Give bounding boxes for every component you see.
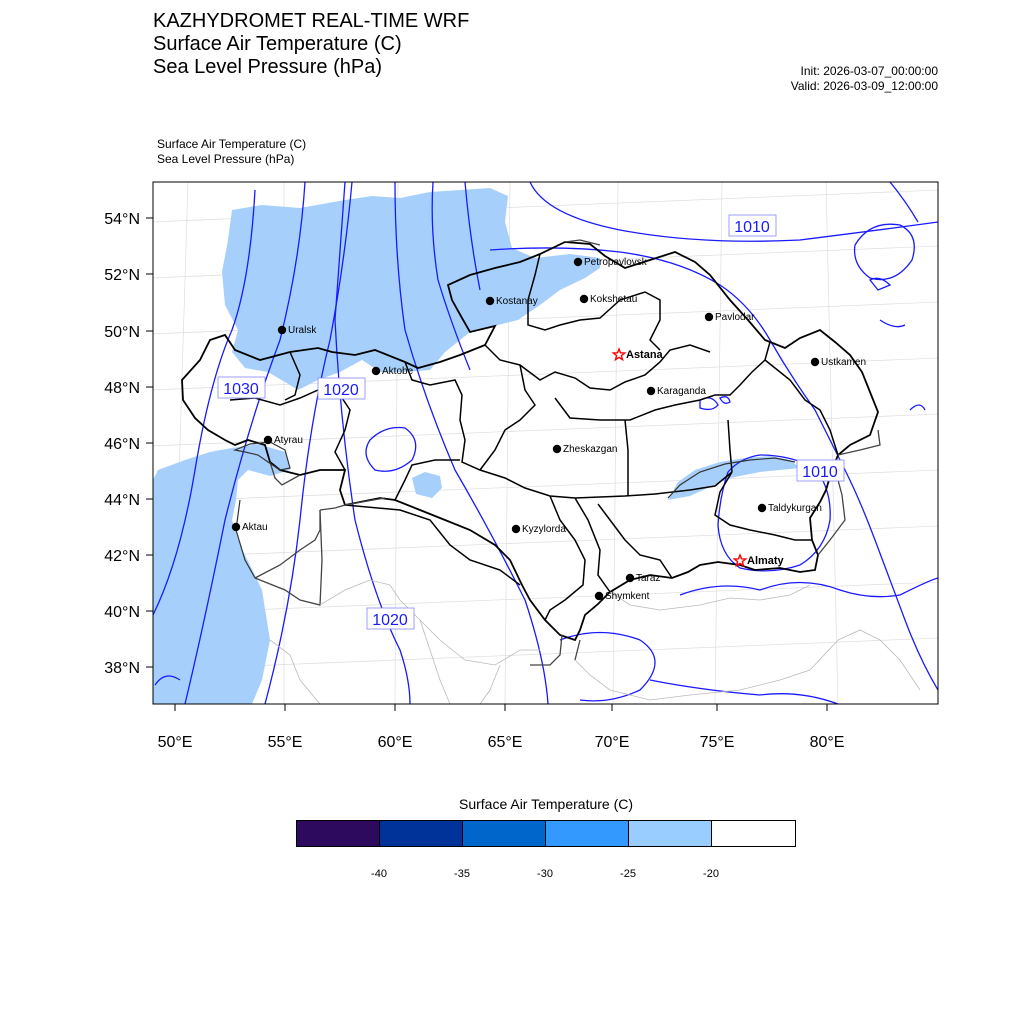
city-marker-taraz — [626, 574, 634, 582]
city-marker-kokshetau — [580, 295, 588, 303]
isobar-label-1030: 1030 — [223, 381, 259, 398]
city-marker-petropavlovsk — [574, 258, 582, 266]
city-label-taraz: Taraz — [636, 573, 661, 584]
shade-aral-spot — [412, 472, 442, 498]
city-marker-ustkamen — [811, 358, 819, 366]
title-line-2: Surface Air Temperature (C) — [153, 33, 402, 55]
colorbar-title: Surface Air Temperature (C) — [458, 796, 634, 812]
lon-label-55e: 55°E — [267, 734, 303, 751]
isobar-label-1010-east: 1010 — [802, 464, 838, 481]
colorbar-tick-minus25: -25 — [620, 868, 636, 880]
latitude-labels — [104, 211, 140, 677]
isobar-label-1020-south: 1020 — [372, 612, 408, 629]
water-bodies — [235, 442, 795, 578]
city-marker-atyrau — [264, 436, 272, 444]
city-label-aktau: Aktau — [242, 522, 268, 533]
capital-star-icon — [613, 349, 624, 360]
city-label-uralsk: Uralsk — [288, 325, 317, 336]
lat-label-38n: 38°N — [104, 660, 140, 677]
city-marker-taldykurgan — [758, 504, 766, 512]
longitude-labels — [158, 734, 845, 751]
lat-label-46n: 46°N — [104, 436, 140, 453]
plot-subtitle-line-2: Sea Level Pressure (hPa) — [157, 152, 295, 166]
title-line-1: KAZHYDROMET REAL-TIME WRF — [153, 10, 470, 32]
city-label-shymkent: Shymkent — [605, 591, 650, 602]
lat-label-50n: 50°N — [104, 324, 140, 341]
colorbar-bin-6 — [711, 820, 796, 847]
city-label-kyzylorda: Kyzylorda — [522, 524, 566, 535]
lat-label-54n: 54°N — [104, 211, 140, 228]
colorbar-tick-minus35: -35 — [454, 868, 470, 880]
city-label-zheskazgan: Zheskazgan — [563, 444, 618, 455]
valid-time: Valid: 2026-03-09_12:00:00 — [790, 79, 938, 93]
city-marker-aktobe — [372, 367, 380, 375]
outer-region-lines — [270, 580, 920, 704]
city-label-petropavlovsk: Petropavlovsk — [584, 257, 647, 268]
lat-label-40n: 40°N — [104, 604, 140, 621]
city-label-ustkamen: Ustkamen — [821, 357, 867, 368]
isobar-label-1020-north: 1020 — [323, 382, 359, 399]
colorbar-bin-1 — [296, 820, 380, 847]
lat-label-42n: 42°N — [104, 548, 140, 565]
city-label-atyrau: Atyrau — [274, 435, 303, 446]
lon-label-70e: 70°E — [594, 734, 630, 751]
lon-label-75e: 75°E — [699, 734, 735, 751]
lon-label-65e: 65°E — [487, 734, 523, 751]
city-label-almaty: Almaty — [747, 555, 784, 567]
colorbar-tick-minus20: -20 — [703, 868, 719, 880]
city-marker-uralsk — [278, 326, 286, 334]
shade-north-west — [222, 188, 600, 390]
lon-label-80e: 80°E — [809, 734, 845, 751]
city-label-pavlodar: Pavlodar — [715, 312, 755, 323]
init-time: Init: 2026-03-07_00:00:00 — [800, 64, 938, 78]
title-line-3: Sea Level Pressure (hPa) — [153, 56, 383, 78]
lon-label-60e: 60°E — [377, 734, 413, 751]
colorbar-bin-5 — [628, 820, 712, 847]
city-label-taldykurgan: Taldykurgan — [768, 503, 822, 514]
city-label-astana: Astana — [626, 349, 663, 361]
city-marker-karaganda — [647, 387, 655, 395]
colorbar-tick-minus40: -40 — [371, 868, 387, 880]
city-label-kostanay: Kostanay — [496, 296, 538, 307]
plot-subtitle-line-1: Surface Air Temperature (C) — [157, 137, 307, 151]
colorbar-tick-minus30: -30 — [537, 868, 553, 880]
city-marker-kostanay — [486, 297, 494, 305]
colorbar-bin-3 — [462, 820, 546, 847]
lat-label-48n: 48°N — [104, 380, 140, 397]
colorbar-bin-4 — [545, 820, 629, 847]
temperature-shading — [153, 188, 800, 704]
lat-label-52n: 52°N — [104, 267, 140, 284]
city-label-karaganda: Karaganda — [657, 386, 706, 397]
city-marker-pavlodar — [705, 313, 713, 321]
lon-label-50e: 50°E — [157, 734, 193, 751]
city-marker-shymkent — [595, 592, 603, 600]
lat-label-44n: 44°N — [104, 492, 140, 509]
city-label-aktobe: Aktobe — [382, 366, 414, 377]
city-marker-aktau — [232, 523, 240, 531]
isobar-label-1010-north: 1010 — [734, 219, 770, 236]
city-marker-kyzylorda — [512, 525, 520, 533]
city-marker-zheskazgan — [553, 445, 561, 453]
colorbar-bin-2 — [379, 820, 463, 847]
city-label-kokshetau: Kokshetau — [590, 294, 638, 305]
